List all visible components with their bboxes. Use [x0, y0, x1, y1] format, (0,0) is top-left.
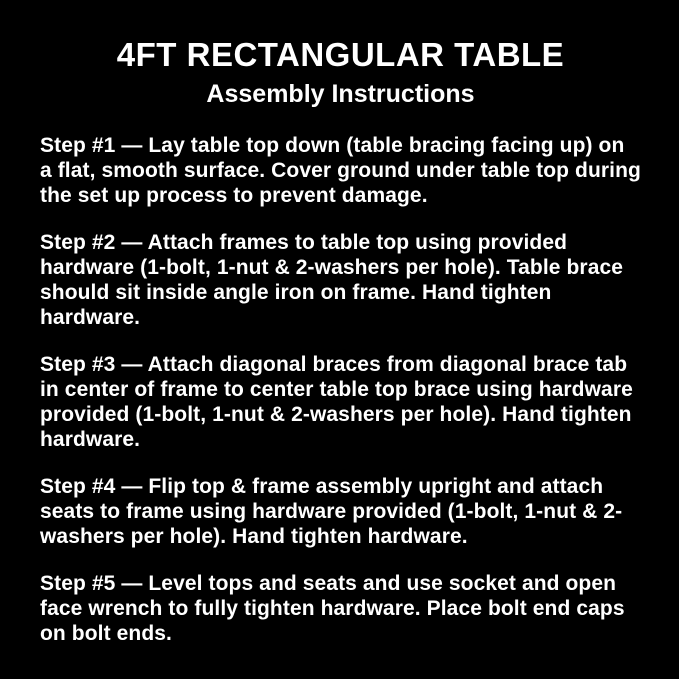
step-1-text: Step #1 — Lay table top down (table bracing facing up) on a flat, smooth surface. Cover ground under table top during the set up process to prevent damage. [40, 134, 641, 207]
step-2-text: Step #2 — Attach frames to table top using provided hardware (1-bolt, 1-nut & 2-washers per hole). Table brace should sit inside angle iron on frame. Hand tighten hardware. [40, 231, 624, 329]
step-3-text: Step #3 — Attach diagonal braces from diagonal brace tab in center of frame to center table top brace using hardware provided (1-bolt, 1-nut & 2-washers per hole). Hand tighten hardware. [40, 353, 633, 451]
page-title: 4FT RECTANGULAR TABLE [116, 36, 565, 73]
step-5-text: Step #5 — Level tops and seats and use socket and open face wrench to fully tighten hardware. Place bolt end caps on bolt ends. [40, 572, 625, 645]
steps-list [40, 133, 641, 646]
page-subtitle: Assembly Instructions [206, 80, 475, 108]
step-4-text: Step #4 — Flip top & frame assembly upright and attach seats to frame using hardware provided (1-bolt, 1-nut & 2-washers per hole). Hand tighten hardware. [40, 475, 623, 548]
